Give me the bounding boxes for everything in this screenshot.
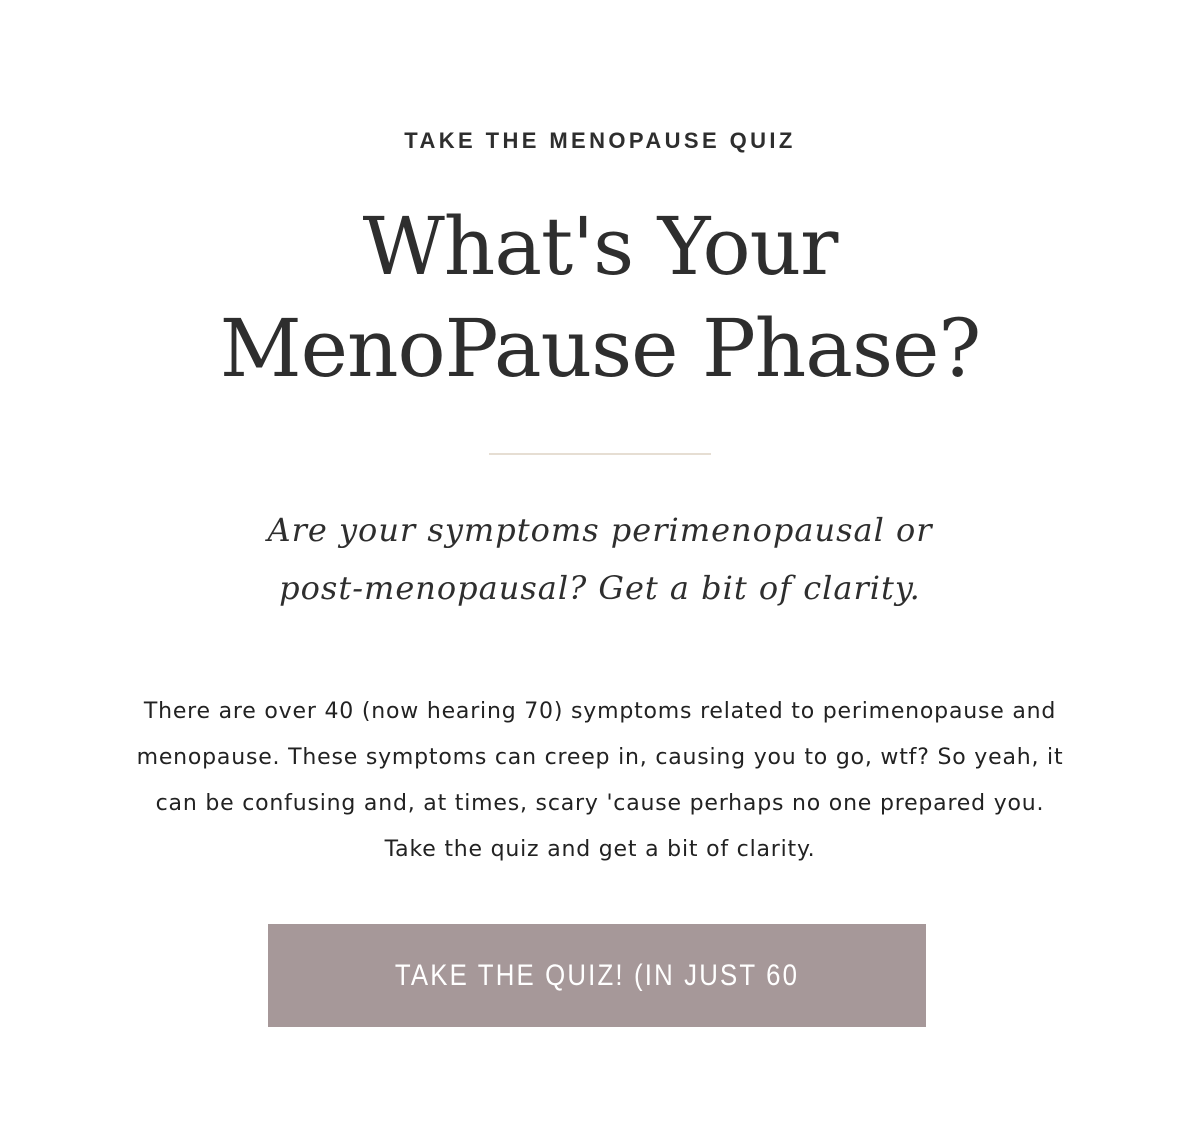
page-title-line-2: MenoPause Phase? bbox=[219, 302, 981, 395]
divider bbox=[489, 453, 711, 455]
description-text: There are over 40 (now hearing 70) symptoms related to perimenopause and menopause. These symptoms can creep in, causing you to go, wtf? So yeah, it can be confusing and, at times, scary 'cause perhaps no one prepared you. Take the quiz and get a bit of clarity. bbox=[136, 699, 1064, 862]
page-title-line-1: What's Your bbox=[362, 200, 838, 293]
take-quiz-button-label: TAKE THE QUIZ! (IN JUST 60 SECONDS) bbox=[394, 959, 800, 1095]
take-quiz-button[interactable] bbox=[268, 924, 926, 1095]
section-eyebrow: TAKE THE MENOPAUSE QUIZ bbox=[404, 128, 796, 153]
subheading: Are your symptoms perimenopausal or post-menopausal? Get a bit of clarity. bbox=[267, 511, 933, 607]
page-title bbox=[0, 196, 1200, 400]
